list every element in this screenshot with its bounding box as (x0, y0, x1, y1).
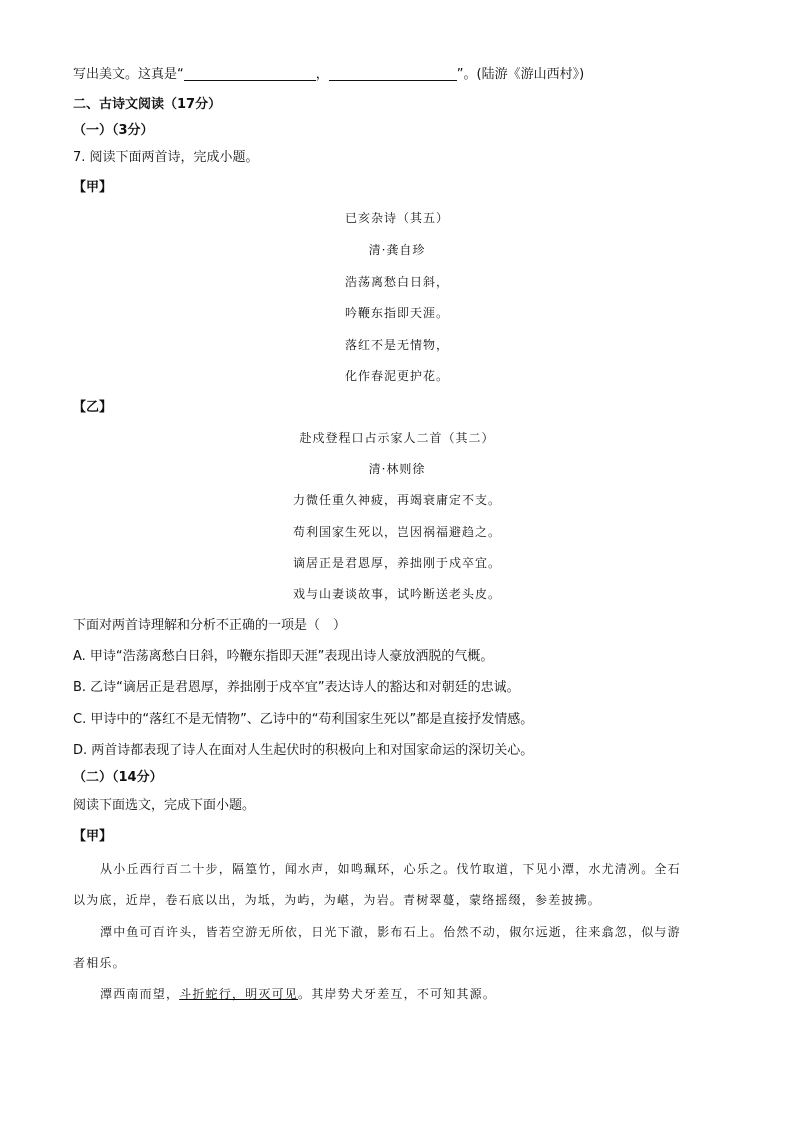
fill-blank-prefix: 写出美文。这真是“ (73, 67, 184, 82)
poem2-title: 赴戍登程口占示家人二首（其二） (299, 431, 495, 445)
poem1-line: 浩荡离愁白日斜， (344, 275, 449, 289)
question-7-stem: 7. 阅读下面两首诗，完成小题。 (73, 150, 259, 165)
poem2-line: 戏与山妻谈故事，试吟断送老头皮。 (292, 587, 501, 601)
poem2-author: 清·林则徐 (368, 462, 426, 476)
prose-segment: 。其岸势犬牙差互，不可知其源。 (298, 987, 497, 1001)
poem1-line: 落红不是无情物， (344, 338, 449, 352)
answer-blank-2[interactable] (329, 66, 457, 81)
prose-line: 者相乐。 (73, 956, 126, 970)
jia2-label: 【甲】 (73, 829, 113, 844)
section-title: 二、古诗文阅读（17分） (73, 97, 222, 112)
prose-line: 从小丘西行百二十步，隔篁竹，闻水声，如鸣珮环，心乐之。伐竹取道，下见小潭，水尤清冽。全石 (100, 862, 681, 876)
prose-line: 以为底，近岸，卷石底以出，为坻，为屿，为嵁，为岩。青树翠蔓，蒙络摇缀，参差披拂。 (73, 893, 602, 907)
reading-instruction: 阅读下面选文，完成下面小题。 (73, 798, 256, 813)
answer-blank-1[interactable] (184, 66, 316, 81)
fill-blank-suffix: ”。(陆游《游山西村》) (456, 67, 585, 82)
yi-label: 【乙】 (73, 400, 113, 415)
option-d[interactable]: D. 两首诗都表现了诗人在面对人生起伏时的积极向上和对国家命运的深切关心。 (73, 743, 534, 758)
option-a[interactable]: A. 甲诗“浩荡离愁白日斜，吟鞭东指即天涯”表现出诗人豪放洒脱的气概。 (73, 649, 494, 664)
prose-line: 潭中鱼可百许头，皆若空游无所依，日光下澈，影布石上。佁然不动，俶尔远逝，往来翕忽，似与游 (100, 925, 681, 939)
prose-line (100, 985, 496, 1003)
underlined-phrase: 斗折蛇行，明灭可见 (179, 987, 299, 1001)
poem1-line: 吟鞭东指即天涯。 (344, 306, 449, 320)
poem1-title: 已亥杂诗（其五） (344, 211, 449, 225)
fill-blank-comma: ， (315, 67, 329, 82)
poem1-line: 化作春泥更护花。 (344, 369, 449, 383)
option-b[interactable]: B. 乙诗“谪居正是君恩厚，养拙刚于戍卒宜”表达诗人的豁达和对朝廷的忠诚。 (73, 680, 520, 695)
option-c[interactable]: C. 甲诗中的“落红不是无情物”、乙诗中的“苟利国家生死以”都是直接抒发情感。 (73, 712, 534, 727)
part1-title: （一）（3分） (73, 123, 154, 138)
part2-title: （二）（14分） (73, 770, 163, 785)
question-stem: 下面对两首诗理解和分析不正确的一项是（ ） (73, 618, 347, 633)
poem2-line: 力微任重久神疲，再竭衰庸定不支。 (292, 493, 501, 507)
jia-label: 【甲】 (73, 180, 113, 195)
poem2-line: 谪居正是君恩厚，养拙刚于戍卒宜。 (292, 556, 501, 570)
poem2-line: 苟利国家生死以，岂因祸福避趋之。 (292, 525, 501, 539)
prose-segment: 潭西南而望， (100, 987, 180, 1001)
fill-blank-line (73, 66, 584, 84)
poem1-author: 清·龚自珍 (368, 243, 426, 257)
